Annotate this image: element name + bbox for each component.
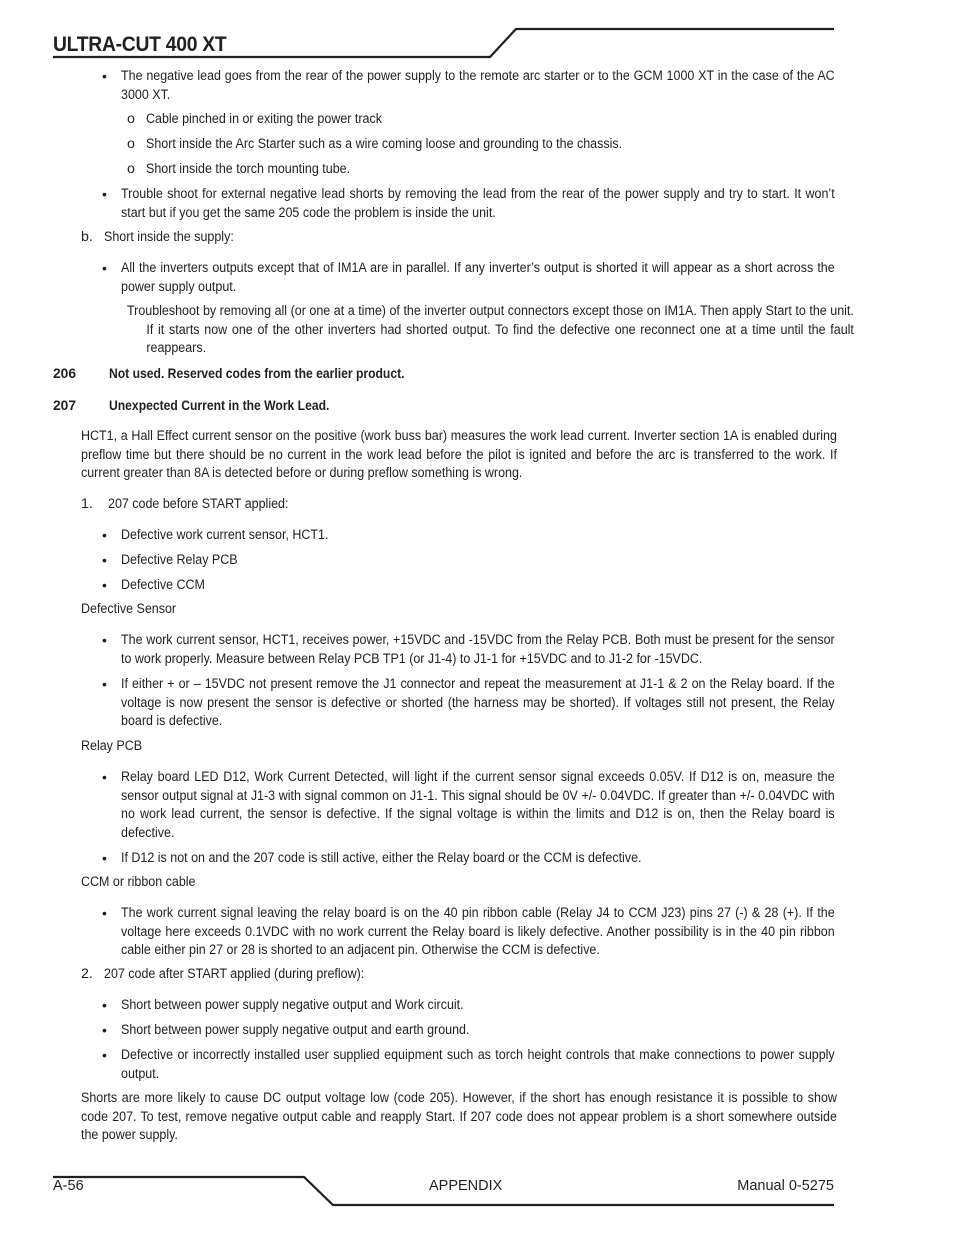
paragraph-shorts: Shorts are more likely to cause DC output voltage low (code 205). However, if the short has enough resistance it is possible to show code 207. To test, remove negative output cable and reapply Start. If 207 code does not appear problem is a short somewhere outside the power supply.	[81, 1090, 837, 1143]
list-item: If either + or – 15VDC not present remove the J1 connector and repeat the measurement at J1-1 & 2 on the Relay board. If the voltage is now present the sensor is defective or shorted (the harness may be shorted). If voltages still not present, the Relay board is defective.	[121, 676, 835, 729]
list-item: If D12 is not on and the 207 code is still active, either the Relay board or the CCM is defective.	[121, 850, 642, 866]
bullet-marker: •	[102, 552, 107, 568]
paragraph-negative-lead: The negative lead goes from the rear of the power supply to the remote arc starter or to the GCM 1000 XT in the case of the AC 3000 XT.	[121, 68, 835, 103]
list-item-heading: 207 code before START applied:	[108, 496, 289, 512]
bullet-marker: •	[102, 850, 107, 866]
bullet-marker: •	[102, 997, 107, 1013]
list-item: Defective CCM	[121, 577, 205, 593]
header-rule	[53, 29, 834, 57]
code-number: 207	[53, 398, 77, 413]
bullet-marker: •	[102, 1022, 107, 1038]
paragraph-troubleshoot-external: Trouble shoot for external negative lead shorts by removing the lead from the rear of the power supply and try to start. It won’t start but if you get the same 205 code the problem is inside the unit.	[121, 186, 835, 221]
bullet-marker: •	[102, 577, 107, 593]
subheading-relay-pcb: Relay PCB	[81, 738, 143, 754]
list-label: 2.	[81, 966, 93, 982]
footer-manual-number: Manual 0-5275	[737, 1178, 834, 1194]
code-title: Unexpected Current in the Work Lead.	[109, 398, 330, 413]
paragraph-hct1: HCT1, a Hall Effect current sensor on the positive (work buss bar) measures the work lead current. Inverter section 1A is enabled during preflow time but there should be no current in the work lead before the pilot is ignited and before the arc is transferred to the work. If current greater than 8A is detected before or during preflow something is wrong.	[81, 428, 837, 481]
list-item: Defective work current sensor, HCT1.	[121, 527, 329, 543]
sub-item: Short inside the Arc Starter such as a wire coming loose and grounding to the chassis.	[146, 136, 623, 152]
sub-item: Short inside the torch mounting tube.	[146, 161, 351, 177]
sub-item: Cable pinched in or exiting the power track	[146, 111, 382, 127]
paragraph-inverters: All the inverters outputs except that of IM1A are in parallel. If any inverter’s output is shorted it will appear as a short across the power supply output.	[121, 260, 835, 295]
bullet-marker: •	[102, 676, 107, 692]
bullet-marker: •	[102, 260, 107, 276]
list-item: Defective Relay PCB	[121, 552, 238, 568]
list-item: The work current signal leaving the relay board is on the 40 pin ribbon cable (Relay J4 to CCM J23) pins 27 (-) & 28 (+). If the voltage here exceeds 0.1VDC with no work current the Relay board is likely defective. Another possibility is in the 40 pin ribbon cable either pin 27 or 28 is shorted to an adjacent pin. Otherwise the CCM is defective.	[121, 905, 835, 958]
sub-marker: o	[127, 111, 135, 127]
subheading-ccm-ribbon: CCM or ribbon cable	[81, 874, 196, 890]
list-label: 1.	[81, 496, 93, 512]
code-title: Not used. Reserved codes from the earlier product.	[109, 366, 405, 381]
bullet-marker: •	[102, 905, 107, 921]
list-item-heading: Short inside the supply:	[104, 229, 234, 245]
list-item: Relay board LED D12, Work Current Detected, will light if the current sensor signal exceeds 0.05V. If D12 is on, measure the sensor output signal at J1-3 with signal common on J1-1. This signal should be 0V +/- 0.04VDC. If greater than +/- 0.04VDC with no work lead current, the sensor is defective. If the signal voltage is within the limits and D12 is on, then the Relay board is defective.	[121, 769, 835, 841]
bullet-marker: •	[102, 68, 107, 84]
footer-section: APPENDIX	[429, 1178, 503, 1194]
bullet-marker: •	[102, 769, 107, 785]
footer-page-number: A-56	[53, 1178, 84, 1194]
list-item: Short between power supply negative output and Work circuit.	[121, 997, 464, 1013]
bullet-marker: •	[102, 1047, 107, 1063]
code-number: 206	[53, 366, 77, 381]
sub-marker: o	[127, 161, 135, 177]
bullet-marker: •	[102, 186, 107, 202]
page-title: ULTRA-CUT 400 XT	[53, 33, 227, 56]
list-label: b.	[81, 229, 93, 245]
sub-marker: o	[127, 136, 135, 152]
bullet-marker: •	[102, 632, 107, 648]
list-item-heading: 207 code after START applied (during preflow):	[104, 966, 365, 982]
list-item: Short between power supply negative output and earth ground.	[121, 1022, 470, 1038]
list-item: The work current sensor, HCT1, receives power, +15VDC and -15VDC from the Relay PCB. Both must be present for the sensor to work properly. Measure between Relay PCB TP1 (or J1-4) to J1-1 for +15VDC and to J1-2 for -15VDC.	[121, 632, 835, 667]
list-item: Defective or incorrectly installed user supplied equipment such as torch height controls that make connections to power supply output.	[121, 1047, 835, 1082]
paragraph-troubleshoot-inverters: Troubleshoot by removing all (or one at a time) of the inverter output connectors except those on IM1A. Then apply Start to the unit. If it starts now one of the other inverters had shorted output. To find the defective one reconnect one at a time until the fault reappears.	[127, 303, 854, 356]
bullet-marker: •	[102, 527, 107, 543]
subheading-defective-sensor: Defective Sensor	[81, 601, 177, 617]
